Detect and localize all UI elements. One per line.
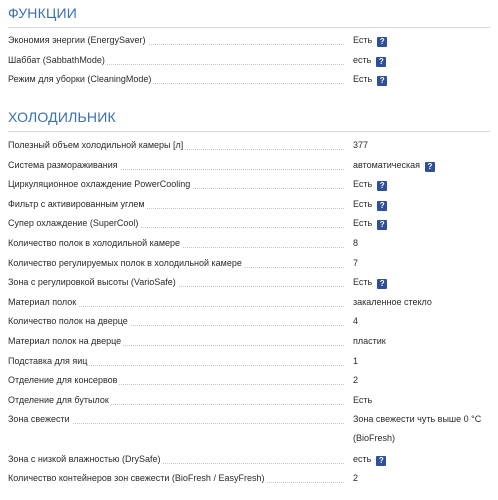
spec-label <box>8 214 344 233</box>
spec-value <box>353 175 493 194</box>
spec-label-text: Зона с низкой влажностью (DrySafe) <box>8 453 161 464</box>
spec-value <box>353 254 493 273</box>
spec-value <box>353 371 493 390</box>
spec-label <box>8 312 344 331</box>
spec-row <box>8 332 490 351</box>
spec-label <box>8 234 344 253</box>
spec-label-text: Зона с регулировкой высоты (VarioSafe) <box>8 277 176 288</box>
spec-label <box>8 450 344 469</box>
spec-label-text: Материал полок <box>8 296 77 307</box>
spec-value <box>353 70 493 89</box>
spec-row <box>8 312 490 331</box>
spec-row <box>8 371 490 390</box>
spec-label-text: Система размораживания <box>8 159 118 170</box>
spec-value <box>353 51 493 70</box>
spec-label-text: Фильтр с активированным углем <box>8 198 145 209</box>
section-divider <box>8 131 490 132</box>
spec-label <box>8 391 344 410</box>
spec-label-text: Количество контейнеров зон свежести (BioFresh / EasyFresh) <box>8 473 265 484</box>
spec-value-text: Есть <box>353 218 373 229</box>
spec-value-text: Есть <box>353 394 373 405</box>
spec-label <box>8 332 344 351</box>
spec-label-text: Количество регулируемых полок в холодильной камере <box>8 257 242 268</box>
spec-value-text: Есть <box>353 35 373 45</box>
spec-value <box>353 450 493 469</box>
spec-value-text: пластик <box>353 336 386 346</box>
spec-value <box>353 195 493 214</box>
spec-value <box>353 136 493 155</box>
spec-label-text: Полезный объем холодильной камеры [л] <box>8 140 184 150</box>
spec-value <box>353 156 493 175</box>
spec-row <box>8 254 490 273</box>
spec-value-text: 8 <box>353 238 359 248</box>
spec-row <box>8 391 490 410</box>
help-icon[interactable]: ? <box>376 456 386 466</box>
spec-label <box>8 195 344 214</box>
spec-value-text: 1 <box>353 355 359 366</box>
spec-label <box>8 70 344 89</box>
spec-value-text: Есть <box>353 198 373 209</box>
spec-value-text: 2 <box>353 375 359 386</box>
spec-value <box>353 214 493 233</box>
spec-label <box>8 273 344 292</box>
spec-value-text: закаленное стекло <box>353 296 432 307</box>
spec-row <box>8 175 490 194</box>
spec-value <box>353 410 493 448</box>
spec-row <box>8 156 490 175</box>
spec-row <box>8 136 490 155</box>
spec-row <box>8 70 490 89</box>
spec-value-text: Зона свежести чуть выше 0 °C (BioFresh) <box>353 414 482 444</box>
spec-row <box>8 352 490 371</box>
spec-label <box>8 156 344 175</box>
spec-row <box>8 450 490 469</box>
spec-value <box>353 352 493 371</box>
spec-value <box>353 31 493 50</box>
spec-label-text: Подставка для яиц <box>8 355 88 366</box>
help-icon[interactable]: ? <box>377 76 387 86</box>
spec-label <box>8 136 344 155</box>
section-title-fridge: ХОЛОДИЛЬНИК <box>8 109 116 125</box>
spec-label <box>8 293 344 312</box>
help-icon[interactable]: ? <box>377 279 387 289</box>
spec-value <box>353 391 493 410</box>
help-icon[interactable]: ? <box>376 57 386 67</box>
spec-label-text: Количество полок в холодильной камере <box>8 238 181 248</box>
spec-label <box>8 410 344 429</box>
spec-label <box>8 175 344 194</box>
spec-label-text: Количество полок на дверце <box>8 316 128 327</box>
spec-label-text: Отделение для консервов <box>8 375 118 386</box>
section-title-functions: ФУНКЦИИ <box>8 5 78 21</box>
spec-value-text: 377 <box>353 140 369 150</box>
spec-label <box>8 51 344 70</box>
spec-label-text: Режим для уборки (CleaningMode) <box>8 74 152 84</box>
spec-value-text: есть <box>353 54 372 65</box>
spec-label-text: Материал полок на дверце <box>8 336 122 346</box>
spec-value-text: 4 <box>353 316 359 327</box>
spec-value <box>353 273 493 292</box>
spec-label <box>8 352 344 371</box>
spec-value <box>353 234 493 253</box>
spec-value <box>353 332 493 351</box>
spec-label-text: Зона свежести <box>8 414 70 425</box>
spec-label-text: Шаббат (SabbathMode) <box>8 54 105 65</box>
spec-label <box>8 371 344 390</box>
spec-row <box>8 51 490 70</box>
spec-row <box>8 31 490 50</box>
spec-value-text: есть <box>353 453 372 464</box>
spec-row <box>8 234 490 253</box>
spec-value-text: автоматическая <box>353 159 420 170</box>
spec-value <box>353 469 493 488</box>
spec-row <box>8 469 490 488</box>
help-icon[interactable]: ? <box>377 201 387 211</box>
spec-value <box>353 293 493 312</box>
spec-row <box>8 273 490 292</box>
spec-value-text: 7 <box>353 257 359 268</box>
spec-row <box>8 410 490 448</box>
spec-row <box>8 195 490 214</box>
spec-value-text: 2 <box>353 473 359 484</box>
spec-value <box>353 312 493 331</box>
section-divider <box>8 27 490 28</box>
spec-row <box>8 293 490 312</box>
spec-label <box>8 254 344 273</box>
help-icon[interactable]: ? <box>425 162 435 172</box>
spec-row <box>8 214 490 233</box>
spec-label-text: Экономия энергии (EnergySaver) <box>8 35 146 45</box>
spec-label <box>8 31 344 50</box>
spec-value-text: Есть <box>353 277 373 288</box>
help-icon[interactable]: ? <box>377 220 387 230</box>
spec-label-text: Циркуляционное охлаждение PowerCooling <box>8 179 191 190</box>
spec-label-text: Супер охлаждение (SuperCool) <box>8 218 139 229</box>
spec-label <box>8 469 344 488</box>
spec-label-text: Отделение для бутылок <box>8 394 109 405</box>
spec-value-text: Есть <box>353 179 373 190</box>
help-icon[interactable]: ? <box>377 37 387 47</box>
spec-value-text: Есть <box>353 74 373 84</box>
help-icon[interactable]: ? <box>377 181 387 191</box>
